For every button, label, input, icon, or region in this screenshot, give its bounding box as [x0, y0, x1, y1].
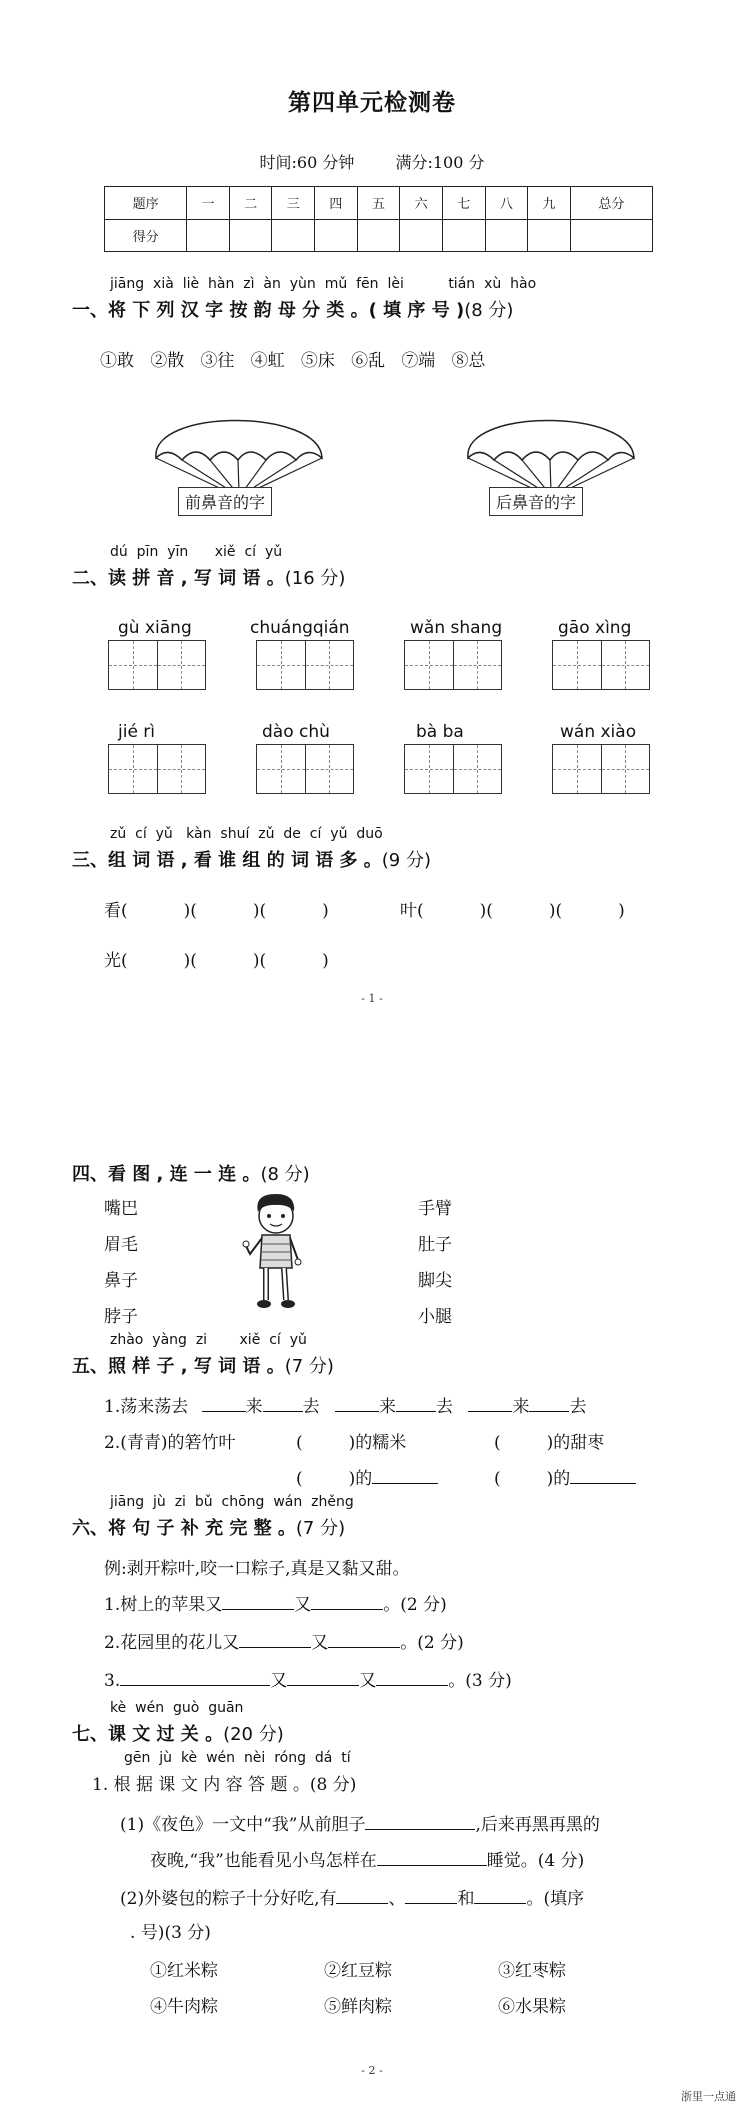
score-header-cell: 总分 — [570, 187, 652, 220]
score-header-cell: 五 — [357, 187, 400, 220]
char-option: ④虹 — [250, 351, 285, 371]
blank[interactable] — [570, 1467, 636, 1484]
writing-grid[interactable] — [256, 640, 354, 690]
body-part-right[interactable]: 脚尖 — [418, 1271, 452, 1291]
score-cell[interactable] — [272, 219, 315, 252]
s5-pinyin — [110, 1332, 307, 1348]
q2-line1-end: 。(填序 — [526, 1889, 585, 1909]
time-limit: 时间:60 分钟 — [259, 153, 355, 172]
pinyin-word: bà ba — [416, 722, 464, 742]
s4-points: (8 分) — [260, 1164, 310, 1185]
s2-points: (16 分) — [284, 568, 346, 589]
s7-q1-line1 — [120, 1810, 600, 1835]
q2-end: 。(2 分) — [400, 1633, 464, 1653]
blank[interactable] — [263, 1395, 303, 1412]
score-header-cell: 八 — [485, 187, 528, 220]
s6-pinyin — [110, 1494, 354, 1510]
blank[interactable] — [376, 1669, 448, 1686]
pinyin: xià — [153, 276, 174, 292]
blank[interactable] — [372, 1467, 438, 1484]
pinyin: wén — [135, 1700, 165, 1716]
body-part-left[interactable]: 脖子 — [104, 1307, 138, 1327]
s3-heading-text: 三、组 词 语 , 看 谁 组 的 词 语 多 。 — [72, 850, 382, 871]
q1-end: 。(2 分) — [383, 1595, 447, 1615]
pinyin: jù — [159, 1750, 173, 1766]
pinyin: de — [283, 826, 301, 842]
pinyin-word: wán xiào — [560, 722, 637, 742]
score-cell[interactable] — [442, 219, 485, 252]
pinyin: nèi — [243, 1750, 266, 1766]
blank[interactable] — [468, 1395, 512, 1412]
pinyin: cí — [269, 1332, 281, 1348]
s7-points: (20 分) — [223, 1724, 284, 1745]
pinyin: xù — [484, 276, 502, 292]
blank[interactable] — [377, 1849, 487, 1866]
parachute-right-icon — [462, 398, 642, 498]
pinyin-word: dào chù — [262, 722, 330, 742]
pinyin: fēn — [356, 276, 379, 292]
q2-line2-text: 号)(3 分) — [140, 1923, 211, 1943]
writing-grid[interactable] — [404, 744, 502, 794]
pinyin-word: wǎn shang — [410, 618, 503, 638]
blank[interactable] — [328, 1631, 400, 1648]
score-header-cell: 一 — [187, 187, 230, 220]
char-option: ⑥乱 — [351, 351, 386, 371]
pinyin: dú — [110, 544, 128, 560]
s1-heading-text: 一、将 下 列 汉 字 按 韵 母 分 类 。( 填 序 号 ) — [72, 300, 465, 321]
lai-char: 来 — [379, 1397, 397, 1417]
s7-q1-line2 — [150, 1846, 584, 1871]
front-nasal-box[interactable]: 前鼻音的字 — [178, 487, 272, 516]
score-header-cell: 六 — [400, 187, 443, 220]
blank[interactable] — [202, 1395, 246, 1412]
option[interactable]: ③红枣粽 — [498, 1961, 566, 1981]
s5-q2-c: ( )的 — [296, 1464, 438, 1489]
pinyin: zhěng — [311, 1494, 354, 1510]
blank[interactable] — [335, 1395, 379, 1412]
s6-heading-text: 六、将 句 子 补 充 完 整 。 — [72, 1518, 296, 1539]
score-header-cell: 题序 — [105, 187, 187, 220]
pinyin: chōng — [221, 1494, 265, 1510]
s6-example: 例:剥开粽叶,咬一口粽子,真是又黏又甜。 — [104, 1559, 410, 1579]
score-table-score-row — [105, 219, 653, 252]
pinyin: wán — [273, 1494, 303, 1510]
s5-points: (7 分) — [284, 1356, 334, 1377]
pinyin: yīn — [167, 544, 189, 560]
s6-points: (7 分) — [295, 1518, 346, 1539]
blank[interactable] — [239, 1631, 311, 1648]
pinyin: àn — [263, 276, 281, 292]
target-char: 看 — [104, 901, 121, 921]
pinyin: jiāng — [110, 276, 145, 292]
s7-q2-line1 — [120, 1884, 584, 1909]
blank[interactable] — [405, 1887, 457, 1904]
q2-a-text: )的糯米 — [348, 1433, 407, 1453]
pinyin: kè — [180, 1750, 198, 1766]
s3-row-2: 光( )( )( ) — [104, 951, 329, 971]
option[interactable]: ⑤鲜肉粽 — [324, 1997, 392, 2017]
score-cell[interactable] — [229, 219, 272, 252]
s1-heading — [72, 296, 513, 322]
s2-heading-text: 二、读 拼 音 , 写 词 语 。 — [72, 568, 285, 589]
pinyin: pīn — [136, 544, 159, 560]
pinyin: yǔ — [155, 826, 173, 842]
char-option: ⑤床 — [300, 351, 335, 371]
page-number: - 2 - — [361, 2064, 383, 2077]
pinyin: zǔ — [110, 826, 127, 842]
q3-end: 。(3 分) — [448, 1671, 512, 1691]
score-cell[interactable] — [570, 219, 652, 252]
pinyin: zǔ — [258, 826, 275, 842]
pinyin: yǔ — [330, 826, 348, 842]
page-title: 第四单元检测卷 — [288, 89, 456, 116]
s6-q1 — [104, 1590, 447, 1615]
score-table-header-row — [105, 187, 653, 220]
pinyin: yǔ — [264, 544, 283, 560]
pinyin: duō — [356, 826, 383, 842]
s3-heading — [72, 846, 431, 872]
pinyin: jiāng — [110, 1494, 145, 1510]
blank[interactable] — [365, 1813, 475, 1830]
blank[interactable] — [396, 1395, 436, 1412]
pinyin: guān — [208, 1700, 244, 1716]
qu-char: 去 — [302, 1397, 320, 1417]
s7-sub-points: (8 分) — [309, 1775, 357, 1795]
q1-line1-text: (1)《夜色》一文中“我”从前胆子 — [120, 1815, 366, 1835]
char-option: ②散 — [150, 351, 185, 371]
you-char: 又 — [270, 1671, 288, 1691]
pinyin: lèi — [387, 276, 404, 292]
pinyin: yùn — [289, 276, 316, 292]
score-cell[interactable] — [187, 219, 230, 252]
writing-grid[interactable] — [256, 744, 354, 794]
q1-line1-end: ,后来再黑再黑的 — [475, 1815, 600, 1835]
q2-line1-text: (2)外婆包的粽子十分好吃,有 — [120, 1889, 337, 1909]
writing-grid[interactable] — [552, 744, 650, 794]
pinyin-word: gù xiāng — [118, 618, 192, 638]
s5-q2-d: ( )的 — [494, 1464, 636, 1489]
pinyin-word: chuángqián — [250, 618, 350, 638]
target-char: 光 — [104, 951, 121, 971]
s3-row-1b: 叶( )( )( ) — [400, 901, 625, 921]
he-char: 和 — [457, 1889, 475, 1909]
lai-char: 来 — [245, 1397, 263, 1417]
pinyin: zi — [174, 1494, 186, 1510]
s3-pinyin — [110, 826, 383, 842]
pinyin: yàng — [152, 1332, 187, 1348]
score-cell[interactable] — [528, 219, 571, 252]
char-option: ③往 — [200, 351, 235, 371]
qu-char: 去 — [569, 1397, 587, 1417]
s5-q2-prefix: 2.(青青)的箬竹叶 — [104, 1433, 236, 1453]
blank[interactable] — [311, 1593, 383, 1610]
option[interactable]: ④牛肉粽 — [150, 1997, 218, 2017]
q1-line2-end: 睡觉。(4 分) — [486, 1851, 585, 1871]
score-header-cell: 四 — [315, 187, 358, 220]
body-part-right[interactable]: 肚子 — [418, 1235, 452, 1255]
s3-points: (9 分) — [381, 850, 431, 871]
s6-heading — [72, 1514, 345, 1540]
s5-q2-a: ( )的糯米 — [296, 1433, 407, 1453]
pinyin: tián — [448, 276, 476, 292]
blank[interactable] — [529, 1395, 569, 1412]
pinyin: wén — [206, 1750, 236, 1766]
s1-points: (8 分) — [464, 300, 514, 321]
pinyin: xiě — [239, 1332, 261, 1348]
pinyin: shuí — [220, 826, 250, 842]
s6-q3 — [104, 1666, 512, 1691]
score-header-cell: 二 — [229, 187, 272, 220]
pinyin: zi — [195, 1332, 208, 1348]
s2-heading — [72, 564, 345, 590]
pinyin: dá — [314, 1750, 333, 1766]
s3-row-1: 看( )( )( ) — [104, 901, 329, 921]
blank[interactable] — [287, 1669, 359, 1686]
body-part-right[interactable]: 手臂 — [418, 1199, 452, 1219]
body-part-right[interactable]: 小腿 — [418, 1307, 452, 1327]
pinyin: gēn — [124, 1750, 151, 1766]
full-score: 满分:100 分 — [395, 153, 485, 172]
s4-heading — [72, 1160, 310, 1186]
option[interactable]: ②红豆粽 — [324, 1961, 392, 1981]
pinyin: hào — [510, 276, 537, 292]
s5-heading-text: 五、照 样 子 , 写 词 语 。 — [72, 1356, 285, 1377]
target-char: 叶 — [400, 901, 417, 921]
s5-heading — [72, 1352, 334, 1378]
pinyin: kè — [110, 1700, 127, 1716]
qu-char: 去 — [436, 1397, 454, 1417]
pinyin: cí — [244, 544, 257, 560]
example-word: 1.荡来荡去 — [104, 1397, 189, 1417]
blank[interactable] — [222, 1593, 294, 1610]
pinyin: róng — [274, 1750, 307, 1766]
score-table — [104, 186, 653, 252]
s4-heading-text: 四、看 图 , 连 一 连 。 — [72, 1164, 261, 1185]
blank[interactable] — [474, 1887, 526, 1904]
s7-pinyin — [110, 1700, 243, 1716]
watermark: 浙里一点通 — [681, 2090, 736, 2103]
pinyin: liè — [182, 276, 200, 292]
exam-info — [0, 150, 744, 173]
body-part-left[interactable]: 鼻子 — [104, 1271, 138, 1291]
s7-sub-pinyin — [124, 1750, 351, 1766]
score-row-label: 得分 — [105, 219, 187, 252]
boy-illustration-icon — [240, 1190, 310, 1318]
pinyin: mǔ — [324, 276, 348, 292]
s1-pinyin — [110, 276, 536, 292]
pinyin: zì — [243, 276, 255, 292]
de-text: )的 — [348, 1469, 373, 1489]
pinyin-word: jié rì — [118, 722, 156, 742]
s7-heading — [72, 1720, 284, 1746]
you-char: 又 — [294, 1595, 312, 1615]
pinyin-word: gāo xìng — [558, 618, 632, 638]
body-part-left[interactable]: 眉毛 — [104, 1235, 138, 1255]
writing-grid[interactable] — [108, 744, 206, 794]
s2-pinyin — [110, 544, 282, 560]
pinyin: tí — [341, 1750, 351, 1766]
q3-text: 3. — [104, 1671, 121, 1691]
page-number: - 1 - — [361, 992, 383, 1005]
s7-q2-line2: . 号)(3 分) — [130, 1923, 211, 1943]
s5-q1 — [104, 1392, 586, 1417]
you-char: 又 — [311, 1633, 329, 1653]
writing-grid[interactable] — [404, 640, 502, 690]
s1-char-list — [100, 346, 486, 371]
score-header-cell: 三 — [272, 187, 315, 220]
back-nasal-box[interactable]: 后鼻音的字 — [489, 487, 583, 516]
writing-grid[interactable] — [108, 640, 206, 690]
score-header-cell: 七 — [442, 187, 485, 220]
pinyin: jù — [153, 1494, 166, 1510]
pinyin: xiě — [214, 544, 236, 560]
q2-text: 2.花园里的花儿又 — [104, 1633, 240, 1653]
s7-sub-heading-text: 1. 根 据 课 文 内 容 答 题 。 — [92, 1775, 310, 1795]
pinyin: bǔ — [194, 1494, 213, 1510]
blank[interactable] — [336, 1887, 388, 1904]
option[interactable]: ①红米粽 — [150, 1961, 218, 1981]
s7-sub-heading — [92, 1770, 356, 1795]
lai-char: 来 — [512, 1397, 530, 1417]
pinyin: guò — [172, 1700, 200, 1716]
score-cell[interactable] — [485, 219, 528, 252]
q1-line2-text: 夜晚,“我”也能看见小鸟怎样在 — [150, 1851, 377, 1871]
you-char: 又 — [359, 1671, 377, 1691]
de-text: )的 — [546, 1469, 571, 1489]
char-option: ①敢 — [100, 351, 134, 371]
pinyin: yǔ — [289, 1332, 307, 1348]
pinyin: hàn — [208, 276, 235, 292]
s6-q2 — [104, 1628, 464, 1653]
body-part-left[interactable]: 嘴巴 — [104, 1199, 138, 1219]
pinyin: cí — [309, 826, 322, 842]
char-option: ⑧总 — [451, 351, 486, 371]
separator: 、 — [388, 1889, 406, 1909]
parachute-left-icon — [150, 398, 330, 498]
option[interactable]: ⑥水果粽 — [498, 1997, 566, 2017]
q1-text: 1.树上的苹果又 — [104, 1595, 223, 1615]
char-option: ⑦端 — [401, 351, 436, 371]
q2-b-text: )的甜枣 — [546, 1433, 605, 1453]
s7-heading-text: 七、课 文 过 关 。 — [72, 1724, 224, 1745]
writing-grid[interactable] — [552, 640, 650, 690]
score-cell[interactable] — [400, 219, 443, 252]
score-header-cell: 九 — [528, 187, 571, 220]
blank[interactable] — [120, 1669, 270, 1686]
score-cell[interactable] — [315, 219, 358, 252]
s5-q2-b: ( )的甜枣 — [494, 1433, 605, 1453]
score-cell[interactable] — [357, 219, 400, 252]
pinyin: cí — [135, 826, 147, 842]
pinyin: zhào — [110, 1332, 144, 1348]
pinyin: kàn — [186, 826, 212, 842]
